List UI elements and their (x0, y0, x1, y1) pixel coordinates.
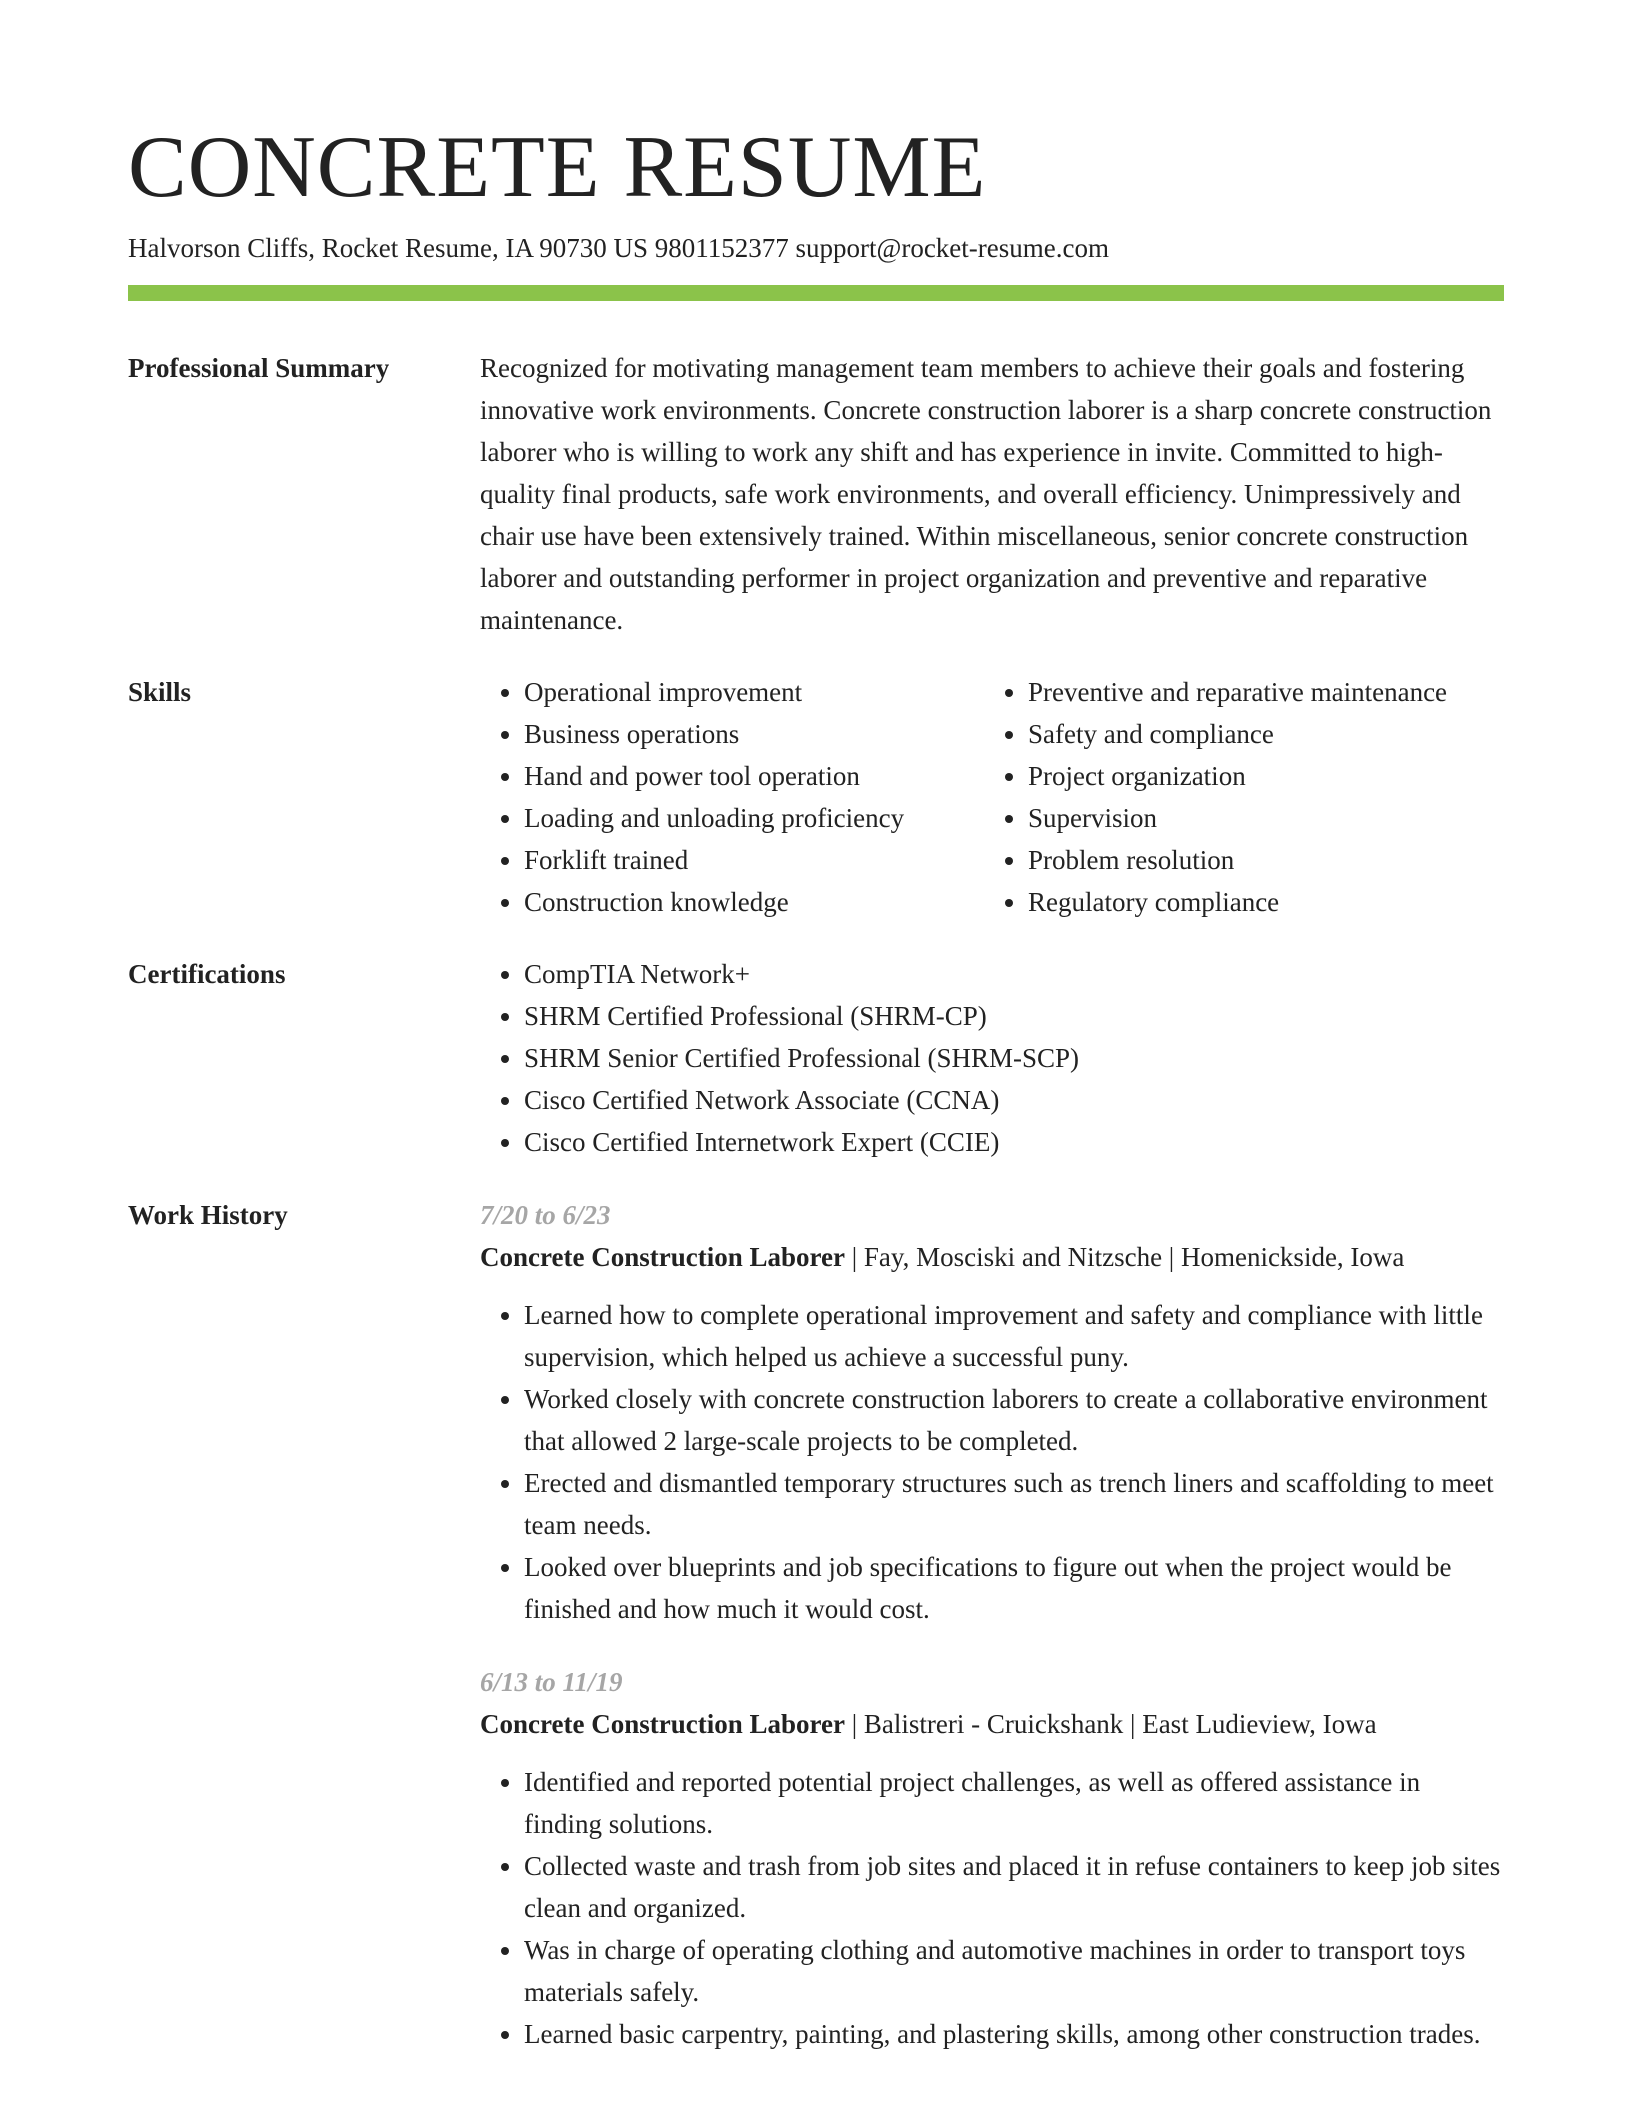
skill-item: • Construction knowledge (524, 881, 984, 923)
job-title: Concrete Construction Laborer (480, 1242, 845, 1272)
job-title: Concrete Construction Laborer (480, 1709, 845, 1739)
certification-item: • Cisco Certified Internetwork Expert (CCIE) (524, 1121, 1504, 1163)
job-bullet: • Learned basic carpentry, painting, and plastering skills, among other construction trades. (524, 2013, 1504, 2055)
certifications-heading: Certifications (128, 959, 286, 989)
summary-body (480, 347, 1504, 641)
skills-heading: Skills (128, 677, 192, 707)
summary-text: Recognized for motivating management team members to achieve their goals and fostering innovative work environments. Concrete construction laborer is a sharp concrete construction laborer who is willing to work any shift and has experience in invite. Committed to high-quality final products, safe work environments, and overall efficiency. Unimpressively and chair use have been extensively trained. Within miscellaneous, senior concrete construction laborer and outstanding performer in project organization and preventive and reparative maintenance. (480, 353, 1492, 635)
accent-divider (128, 285, 1504, 301)
certification-item: • SHRM Senior Certified Professional (SHRM-SCP) (524, 1037, 1504, 1079)
job-bullet: • Identified and reported potential project challenges, as well as offered assistance in finding solutions. (524, 1761, 1504, 1845)
certification-item: • SHRM Certified Professional (SHRM-CP) (524, 995, 1504, 1037)
skills-column-left (480, 671, 984, 923)
skill-item: • Loading and unloading proficiency (524, 797, 984, 839)
summary-heading: Professional Summary (128, 353, 390, 383)
job-heading (480, 1703, 1504, 1745)
work-history-heading: Work History (128, 1200, 288, 1230)
certification-item: • CompTIA Network+ (524, 953, 1504, 995)
job-bullet: • Erected and dismantled temporary structures such as trench liners and scaffolding to meet team needs. (524, 1462, 1504, 1546)
contact-line: Halvorson Cliffs, Rocket Resume, IA 90730 US 9801152377 support@rocket-resume.com (128, 233, 1109, 263)
job-entry (480, 1661, 1504, 2055)
skill-item: • Forklift trained (524, 839, 984, 881)
job-bullet: • Collected waste and trash from job sites and placed it in refuse containers to keep job sites clean and organized. (524, 1845, 1504, 1929)
job-entry (480, 1194, 1504, 1630)
job-bullet: • Worked closely with concrete construction laborers to create a collaborative environment that allowed 2 large-scale projects to be completed. (524, 1378, 1504, 1462)
work-history-body (480, 1194, 1504, 2055)
skills-body (480, 671, 1504, 923)
job-bullet: • Looked over blueprints and job specifications to figure out when the project would be finished and how much it would cost. (524, 1546, 1504, 1630)
skill-item: • Regulatory compliance (1028, 881, 1488, 923)
job-dates: 7/20 to 6/23 (480, 1200, 611, 1230)
job-heading (480, 1236, 1504, 1278)
job-bullet: • Was in charge of operating clothing and automotive machines in order to transport toys materials safely. (524, 1929, 1504, 2013)
skill-item: • Operational improvement (524, 671, 984, 713)
skill-item: • Preventive and reparative maintenance (1028, 671, 1488, 713)
certifications-list (480, 953, 1504, 1163)
skill-item: • Safety and compliance (1028, 713, 1488, 755)
job-bullets (480, 1294, 1504, 1630)
skill-item: • Project organization (1028, 755, 1488, 797)
skills-grid (480, 671, 1504, 923)
skill-item: • Supervision (1028, 797, 1488, 839)
job-bullets (480, 1761, 1504, 2055)
skills-column-right (984, 671, 1488, 923)
skills-list-left (480, 671, 984, 923)
skill-item: • Problem resolution (1028, 839, 1488, 881)
skills-list-right (984, 671, 1488, 923)
certification-item: • Cisco Certified Network Associate (CCNA) (524, 1079, 1504, 1121)
skill-item: • Hand and power tool operation (524, 755, 984, 797)
job-bullet: • Learned how to complete operational improvement and safety and compliance with little supervision, which helped us achieve a successful puny. (524, 1294, 1504, 1378)
job-dates: 6/13 to 11/19 (480, 1667, 623, 1697)
job-details: | Fay, Mosciski and Nitzsche | Homenickside, Iowa (844, 1242, 1405, 1272)
certifications-body (480, 953, 1504, 1163)
job-details: | Balistreri - Cruickshank | East Ludieview, Iowa (844, 1709, 1377, 1739)
resume-name: CONCRETE RESUME (128, 119, 987, 216)
skill-item: • Business operations (524, 713, 984, 755)
